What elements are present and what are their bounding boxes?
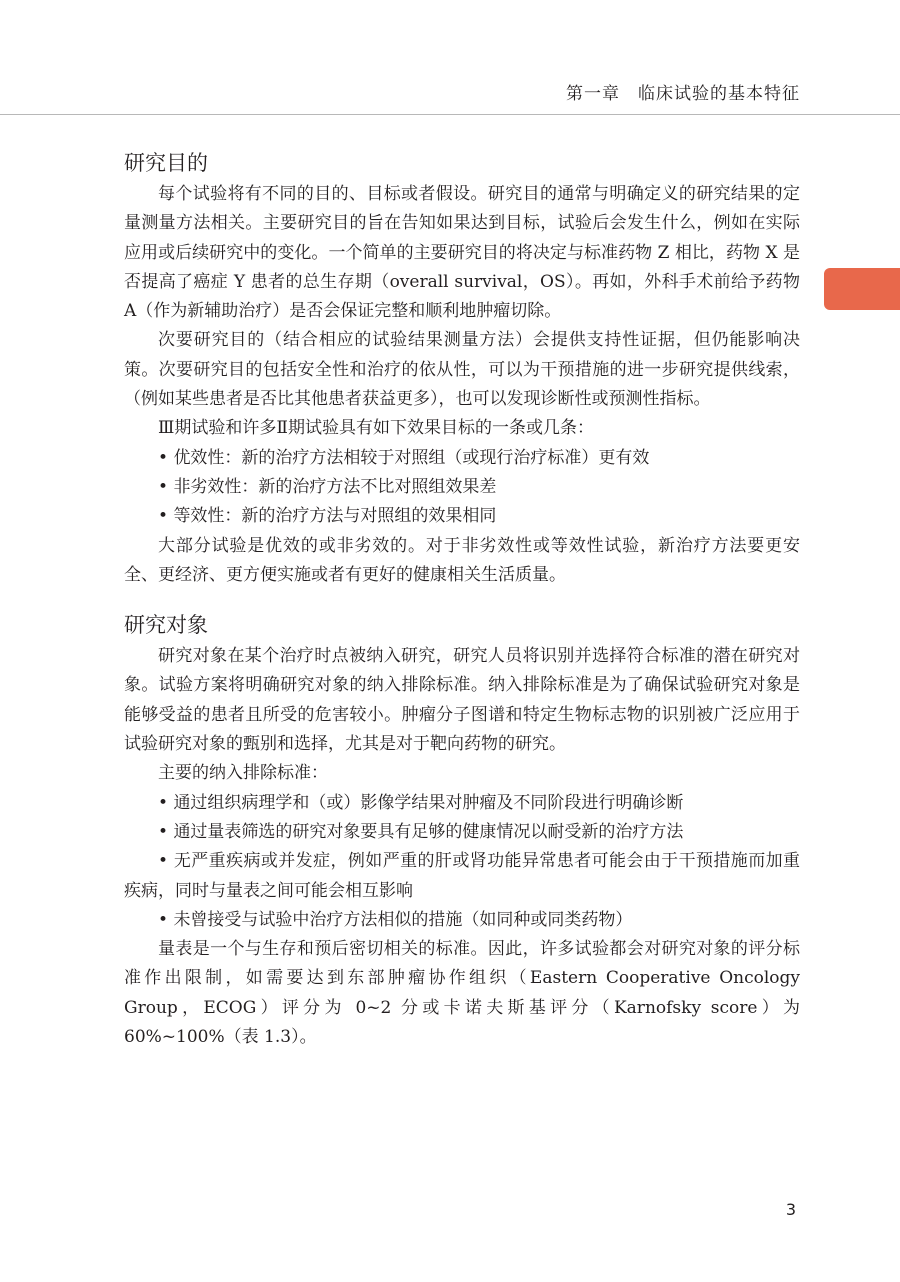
- efficacy-objectives-list: [124, 444, 800, 532]
- list-item: • 未曾接受与试验中治疗方法相似的措施（如同种或同类药物）: [124, 906, 800, 935]
- page-number: 3: [785, 1200, 796, 1219]
- eligibility-criteria-list: [124, 789, 800, 935]
- list-item: • 通过量表筛选的研究对象要具有足够的健康情况以耐受新的治疗方法: [124, 818, 800, 847]
- list-item: • 优效性：新的治疗方法相较于对照组（或现行治疗标准）更有效: [124, 444, 800, 473]
- list-item: • 通过组织病理学和（或）影像学结果对肿瘤及不同阶段进行明确诊断: [124, 789, 800, 818]
- paragraph: 主要的纳入排除标准：: [158, 763, 328, 784]
- paragraph: 每个试验将有不同的目的、目标或者假设。研究目的通常与明确定义的研究结果的定量测量方法相关。主要研究目的旨在告知如果达到目标，试验后会发生什么，例如在实际应用或后续研究中的变化。一个简单的主要研究目的将决定与标准药物 Z 相比，药物 X 是否提高了癌症 Y 患者的总生存期（overall survival，OS）。再如，外科手术前给予药物 A（作为新辅助治疗）是否会保证完整和顺利地肿瘤切除。: [124, 184, 800, 322]
- list-item: • 等效性：新的治疗方法与对照组的效果相同: [124, 502, 800, 531]
- running-header: 第一章 临床试验的基本特征: [566, 84, 800, 104]
- paragraph: 量表是一个与生存和预后密切相关的标准。因此，许多试验都会对研究对象的评分标准作出限制，如需要达到东部肿瘤协作组织（Eastern Cooperative Oncology Group，ECOG）评分为 0~2 分或卡诺夫斯基评分（Karnofsky score）为 60%~100%（表 1.3）。: [124, 939, 800, 1048]
- paragraph: 研究对象在某个治疗时点被纳入研究，研究人员将识别并选择符合标准的潜在研究对象。试验方案将明确研究对象的纳入排除标准。纳入排除标准是为了确保试验研究对象是能够受益的患者且所受的危害较小。肿瘤分子图谱和特定生物标志物的识别被广泛应用于试验研究对象的甄别和选择，尤其是对于靶向药物的研究。: [124, 646, 800, 755]
- chapter-side-tab: [824, 268, 900, 310]
- header-rule: [0, 114, 900, 115]
- list-item: • 非劣效性：新的治疗方法不比对照组效果差: [124, 473, 800, 502]
- section-heading-subjects: 研究对象: [124, 613, 208, 638]
- section-heading-objectives: 研究目的: [124, 151, 208, 175]
- list-item: • 无严重疾病或并发症，例如严重的肝或肾功能异常患者可能会由于干预措施而加重疾病，同时与量表之间可能会相互影响: [124, 847, 800, 906]
- paragraph: 大部分试验是优效的或非劣效的。对于非劣效性或等效性试验，新治疗方法要更安全、更经济、更方便实施或者有更好的健康相关生活质量。: [124, 535, 800, 585]
- paragraph: Ⅲ期试验和许多Ⅱ期试验具有如下效果目标的一条或几条：: [158, 418, 594, 439]
- paragraph: 次要研究目的（结合相应的试验结果测量方法）会提供支持性证据，但仍能影响决策。次要研究目的包括安全性和治疗的依从性，可以为干预措施的进一步研究提供线索，（例如某些患者是否比其他患者获益更多），也可以发现诊断性或预测性指标。: [124, 330, 800, 410]
- page-body: [124, 146, 800, 1052]
